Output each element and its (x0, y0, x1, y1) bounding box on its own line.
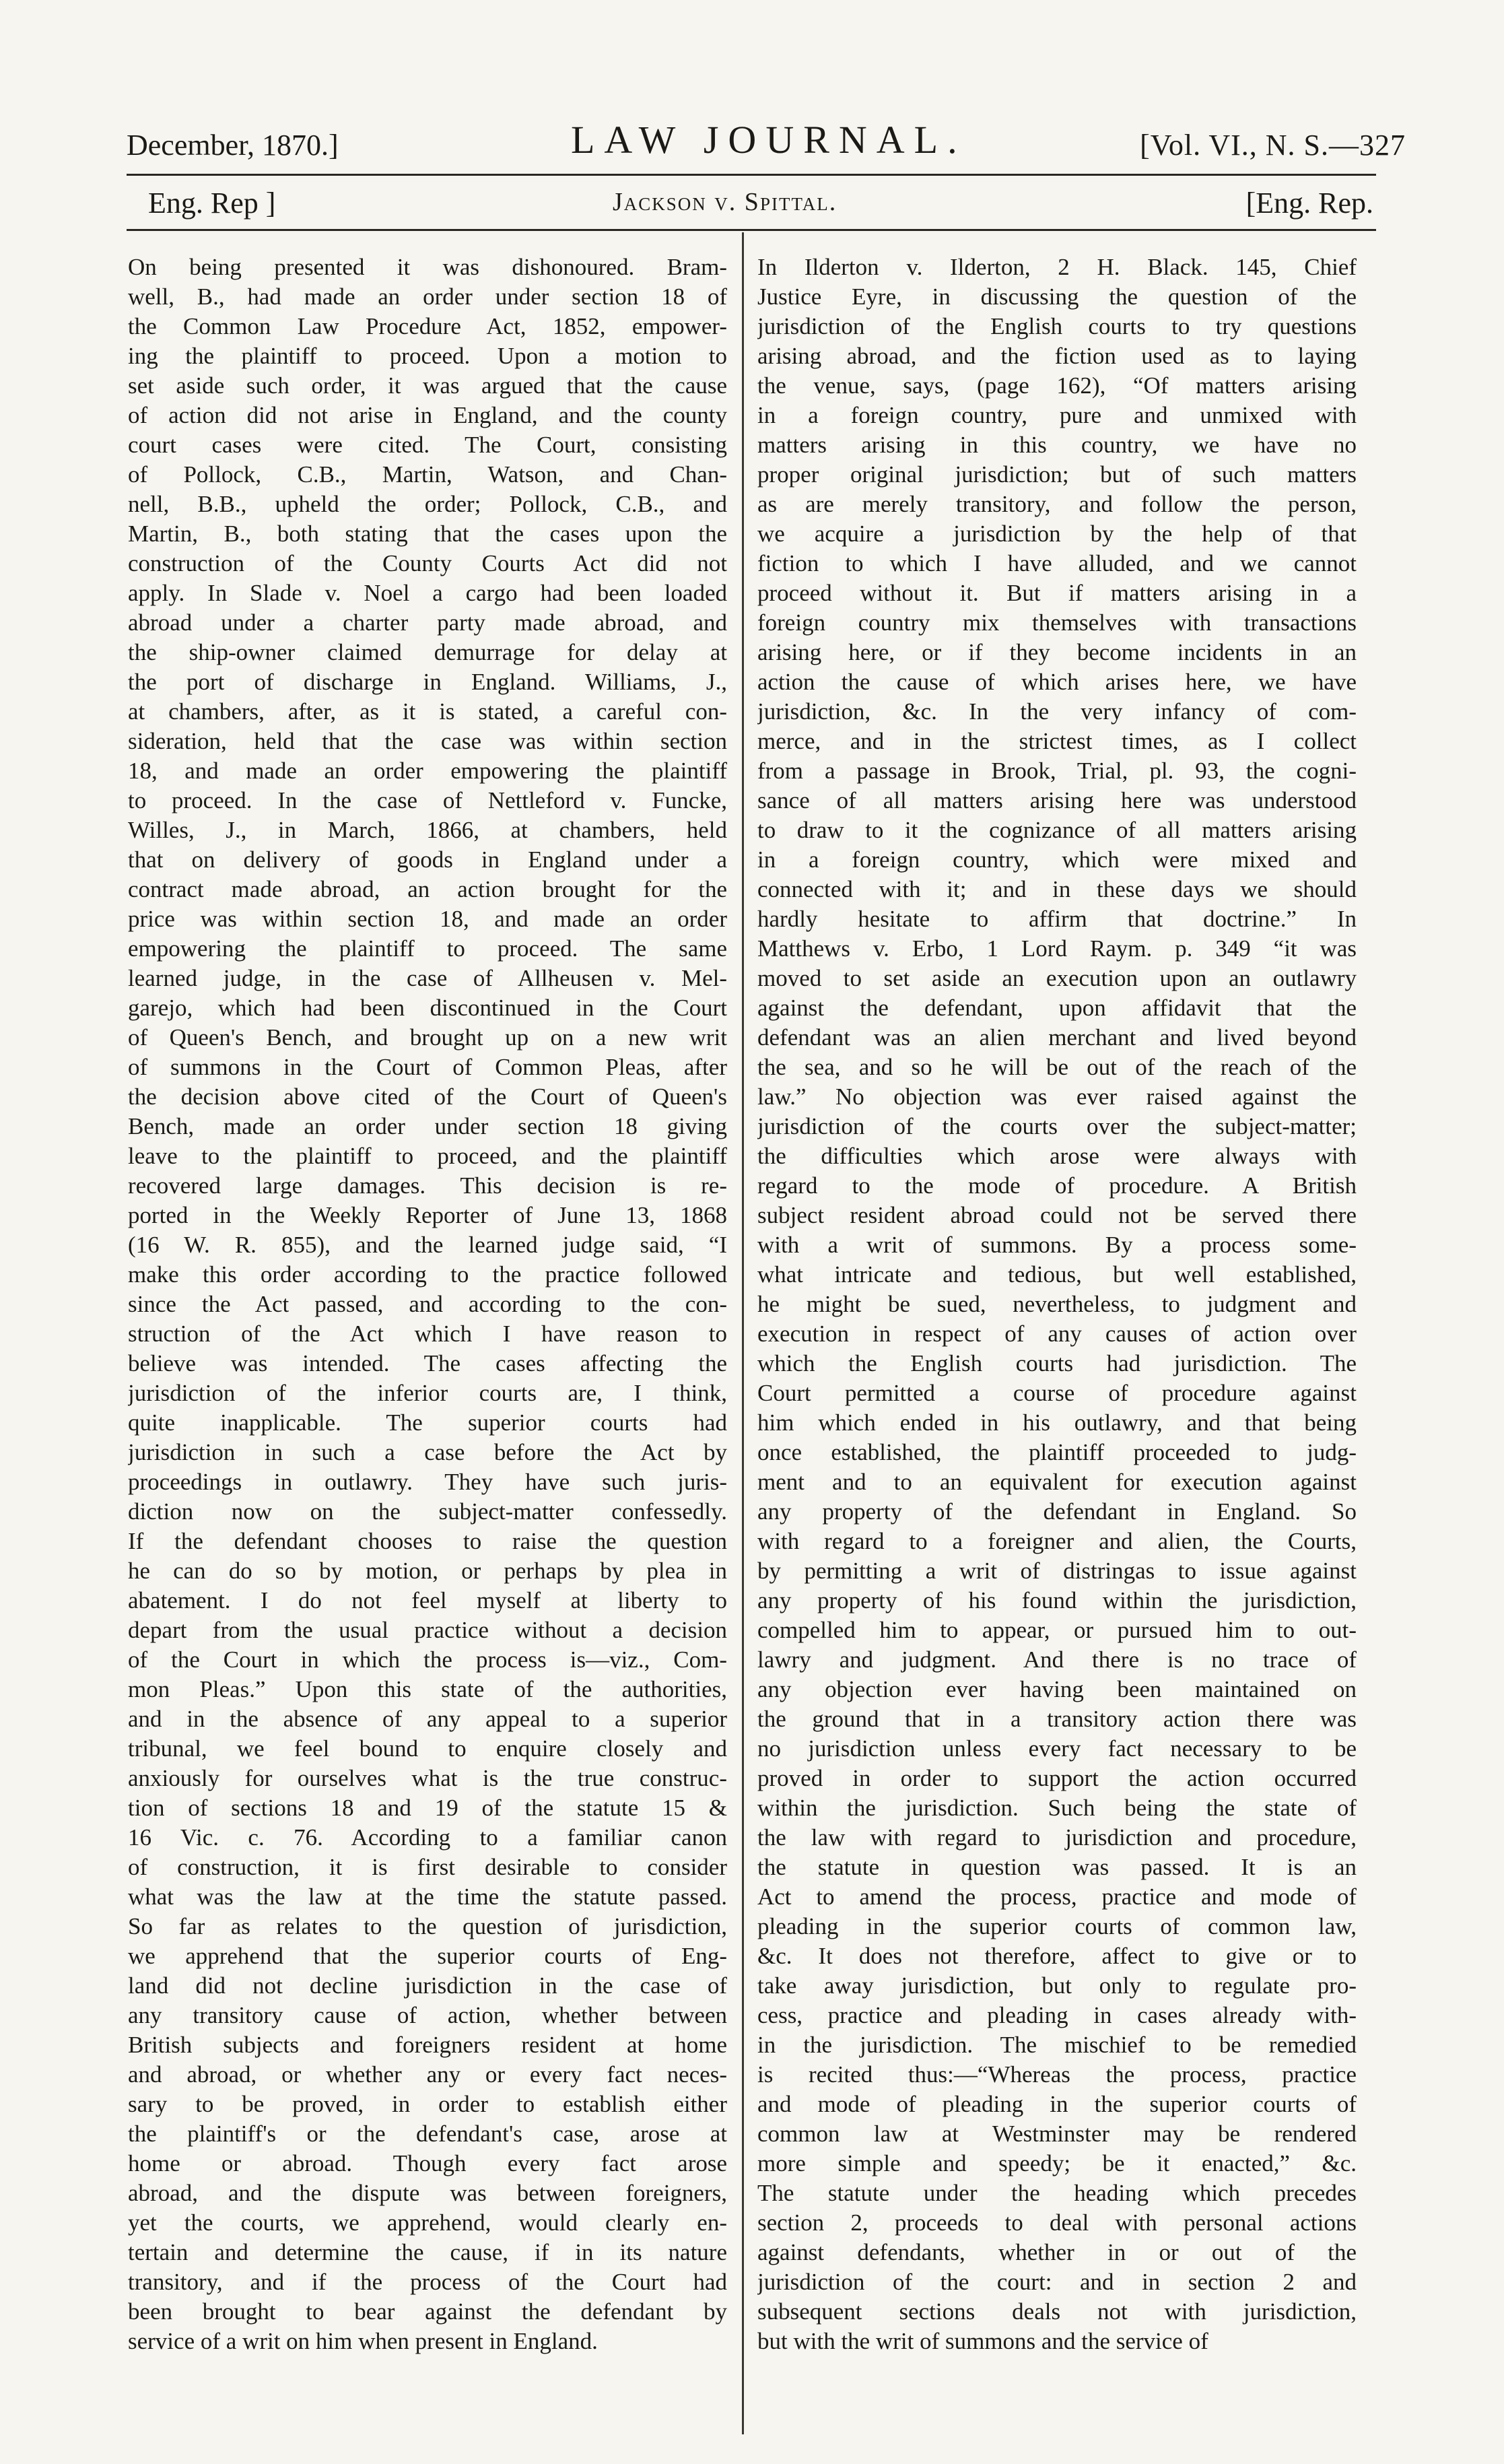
volume-page-number: [Vol. VI., N. S.—327 (1140, 129, 1406, 162)
text-line: the ship-owner claimed demurrage for delay at (128, 639, 727, 665)
text-line: jurisdiction, &c. In the very infancy of com- (757, 698, 1357, 725)
text-line: that on delivery of goods in England under a (128, 846, 727, 873)
text-line: home or abroad. Though every fact arose (128, 2150, 727, 2176)
text-line: any property of the defendant in England. So (757, 1498, 1357, 1525)
text-line: transitory, and if the process of the Court had (128, 2269, 727, 2295)
text-line: jurisdiction in such a case before the Act by (128, 1439, 727, 1465)
subheader-rule (127, 229, 1376, 231)
text-line: compelled him to appear, or pursued him to out- (757, 1617, 1357, 1643)
text-line: action the cause of which arises here, we have (757, 669, 1357, 695)
text-line: arising abroad, and the fiction used as to laying (757, 343, 1357, 369)
text-line: sary to be proved, in order to establish either (128, 2091, 727, 2117)
text-line: quite inapplicable. The superior courts had (128, 1409, 727, 1436)
text-line: diction now on the subject-matter confessedly. (128, 1498, 727, 1525)
text-line: make this order according to the practice followed (128, 1261, 727, 1288)
text-line: price was within section 18, and made an order (128, 906, 727, 932)
text-line: of Queen's Bench, and brought up on a new writ (128, 1024, 727, 1051)
text-line: execution in respect of any causes of action over (757, 1321, 1357, 1347)
text-line: within the jurisdiction. Such being the state of (757, 1795, 1357, 1821)
text-line: of Pollock, C.B., Martin, Watson, and Chan- (128, 461, 727, 488)
running-header (127, 114, 1406, 168)
text-line: any property of his found within the jurisdiction, (757, 1587, 1357, 1613)
text-line: been brought to bear against the defendant by (128, 2298, 727, 2325)
text-line: service of a writ on him when present in England. (128, 2328, 598, 2354)
text-line: struction of the Act which I have reason to (128, 1321, 727, 1347)
text-line: ing the plaintiff to proceed. Upon a motion to (128, 343, 727, 369)
text-line: once established, the plaintiff proceeded to judg- (757, 1439, 1357, 1465)
text-line: but with the writ of summons and the service of (757, 2328, 1208, 2354)
text-line: Court permitted a course of procedure against (757, 1380, 1357, 1406)
text-line: at chambers, after, as it is stated, a careful con- (128, 698, 727, 725)
text-line: The statute under the heading which precedes (757, 2180, 1357, 2206)
text-line: which the English courts had jurisdiction. The (757, 1350, 1357, 1376)
text-line: believe was intended. The cases affecting the (128, 1350, 727, 1376)
text-line: and in the absence of any appeal to a superior (128, 1706, 727, 1732)
text-line: sance of all matters arising here was understood (757, 787, 1357, 813)
text-line: tribunal, we feel bound to enquire closely and (128, 1735, 727, 1762)
text-line: Martin, B., both stating that the cases upon the (128, 521, 727, 547)
text-line: any transitory cause of action, whether between (128, 2002, 727, 2028)
text-line: him which ended in his outlawry, and that being (757, 1409, 1357, 1436)
text-line: well, B., had made an order under section 18 of (128, 284, 727, 310)
text-line: depart from the usual practice without a decision (128, 1617, 727, 1643)
text-line: jurisdiction of the courts over the subject-matter; (757, 1113, 1357, 1139)
text-line: we acquire a jurisdiction by the help of that (757, 521, 1357, 547)
text-line: no jurisdiction unless every fact necessary to be (757, 1735, 1357, 1762)
text-line: tion of sections 18 and 19 of the statute 15 & (128, 1795, 727, 1821)
text-line: the ground that in a transitory action there was (757, 1706, 1357, 1732)
text-line: take away jurisdiction, but only to regulate pro- (757, 1972, 1357, 1999)
text-line: the Common Law Procedure Act, 1852, empower- (128, 313, 727, 339)
text-line: the decision above cited of the Court of Queen's (128, 1084, 727, 1110)
text-line: he can do so by motion, or perhaps by plea in (128, 1558, 727, 1584)
text-line: to proceed. In the case of Nettleford v. Funcke, (128, 787, 727, 813)
text-line: recovered large damages. This decision is re- (128, 1172, 727, 1199)
text-line: subsequent sections deals not with jurisdiction, (757, 2298, 1357, 2325)
text-line: If the defendant chooses to raise the question (128, 1528, 727, 1554)
text-line: fiction to which I have alluded, and we cannot (757, 550, 1357, 576)
text-line: connected with it; and in these days we should (757, 876, 1357, 902)
text-line: common law at Westminster may be rendered (757, 2121, 1357, 2147)
text-line: law.” No objection was ever raised against the (757, 1084, 1357, 1110)
text-line: of construction, it is first desirable to consider (128, 1854, 727, 1880)
text-line: jurisdiction of the court: and in section 2 and (757, 2269, 1357, 2295)
text-line: set aside such order, it was argued that the cause (128, 372, 727, 399)
text-line: construction of the County Courts Act did not (128, 550, 727, 576)
text-line: proceed without it. But if matters arising in a (757, 580, 1357, 606)
text-line: the sea, and so he will be out of the reach of the (757, 1054, 1357, 1080)
text-line: jurisdiction of the English courts to try questions (757, 313, 1357, 339)
text-line: mon Pleas.” Upon this state of the authorities, (128, 1676, 727, 1702)
text-line: the plaintiff's or the defendant's case, arose at (128, 2121, 727, 2147)
text-line: the port of discharge in England. Williams, J., (128, 669, 727, 695)
text-line: learned judge, in the case of Allheusen v. Mel- (128, 965, 727, 991)
text-line: ment and to an equivalent for execution against (757, 1469, 1357, 1495)
text-line: yet the courts, we apprehend, would clearly en- (128, 2209, 727, 2236)
text-line: we apprehend that the superior courts of Eng- (128, 1943, 727, 1969)
text-line: 18, and made an order empowering the plaintiff (128, 758, 727, 784)
text-line: sideration, held that the case was within section (128, 728, 727, 754)
text-line: against defendants, whether in or out of the (757, 2239, 1357, 2265)
text-line: moved to set aside an execution upon an outlawry (757, 965, 1357, 991)
text-line: of summons in the Court of Common Pleas, after (128, 1054, 727, 1080)
text-line: On being presented it was dishonoured. Bram- (128, 254, 727, 280)
text-line: what intricate and tedious, but well established, (757, 1261, 1357, 1288)
text-line: of action did not arise in England, and the county (128, 402, 727, 428)
text-line: more simple and speedy; be it enacted,” &c. (757, 2150, 1357, 2176)
report-label-left: Eng. Rep ] (148, 187, 276, 220)
text-line: &c. It does not therefore, affect to give or to (757, 1943, 1357, 1969)
text-line: leave to the plaintiff to proceed, and the plaintiff (128, 1143, 727, 1169)
text-line: So far as relates to the question of jurisdiction, (128, 1913, 727, 1939)
text-line: as are merely transitory, and follow the person, (757, 491, 1357, 517)
text-line: proper original jurisdiction; but of such matters (757, 461, 1357, 488)
text-line: defendant was an alien merchant and lived beyond (757, 1024, 1357, 1051)
column-divider (742, 232, 744, 2434)
text-line: empowering the plaintiff to proceed. The same (128, 935, 727, 962)
text-line: by permitting a writ of distringas to issue against (757, 1558, 1357, 1584)
text-line: British subjects and foreigners resident at home (128, 2032, 727, 2058)
text-line: Willes, J., in March, 1866, at chambers, held (128, 817, 727, 843)
text-line: pleading in the superior courts of common law, (757, 1913, 1357, 1939)
right-column (757, 253, 1357, 2434)
text-line: contract made abroad, an action brought for the (128, 876, 727, 902)
text-line: ported in the Weekly Reporter of June 13, 1868 (128, 1202, 727, 1228)
text-line: cess, practice and pleading in cases already with- (757, 2002, 1357, 2028)
text-line: foreign country mix themselves with transactions (757, 609, 1357, 636)
text-line: Justice Eyre, in discussing the question of the (757, 284, 1357, 310)
text-line: the difficulties which arose were always with (757, 1143, 1357, 1169)
text-line: abroad, and the dispute was between foreigners, (128, 2180, 727, 2206)
text-line: proceedings in outlawry. They have such juris- (128, 1469, 727, 1495)
text-line: (16 W. R. 855), and the learned judge said, “I (128, 1232, 727, 1258)
journal-title: LAW JOURNAL. (571, 118, 967, 162)
text-line: land did not decline jurisdiction in the case of (128, 1972, 727, 1999)
text-line: court cases were cited. The Court, consisting (128, 432, 727, 458)
text-line: garejo, which had been discontinued in the Court (128, 995, 727, 1021)
text-line: tertain and determine the cause, if in its nature (128, 2239, 727, 2265)
text-line: to draw to it the cognizance of all matters arising (757, 817, 1357, 843)
text-line: merce, and in the strictest times, as I collect (757, 728, 1357, 754)
text-line: from a passage in Brook, Trial, pl. 93, the cogni- (757, 758, 1357, 784)
text-line: In Ilderton v. Ilderton, 2 H. Black. 145, Chief (757, 254, 1357, 280)
text-line: and abroad, or whether any or every fact neces- (128, 2061, 727, 2088)
text-line: regard to the mode of procedure. A British (757, 1172, 1357, 1199)
text-line: and mode of pleading in the superior courts of (757, 2091, 1357, 2117)
header-rule (127, 174, 1376, 176)
text-line: of the Court in which the process is—viz., Com- (128, 1646, 727, 1673)
issue-date: December, 1870.] (127, 129, 339, 162)
case-title: Jackson v. Spittal. (613, 188, 838, 216)
text-line: lawry and judgment. And there is no trace of (757, 1646, 1357, 1673)
report-label-right: [Eng. Rep. (1245, 187, 1373, 220)
text-line: the statute in question was passed. It is an (757, 1854, 1357, 1880)
case-subheader (148, 182, 1373, 222)
text-line: the venue, says, (page 162), “Of matters arising (757, 372, 1357, 399)
text-line: in the jurisdiction. The mischief to be remedied (757, 2032, 1357, 2058)
text-line: anxiously for ourselves what is the true construc- (128, 1765, 727, 1791)
text-line: 16 Vic. c. 76. According to a familiar canon (128, 1824, 727, 1851)
text-line: with a writ of summons. By a process some- (757, 1232, 1357, 1258)
text-line: any objection ever having been maintained on (757, 1676, 1357, 1702)
text-line: with regard to a foreigner and alien, the Courts, (757, 1528, 1357, 1554)
text-line: since the Act passed, and according to the con- (128, 1291, 727, 1317)
text-line: Bench, made an order under section 18 giving (128, 1113, 727, 1139)
text-line: in a foreign country, which were mixed and (757, 846, 1357, 873)
text-line: subject resident abroad could not be served there (757, 1202, 1357, 1228)
text-line: the law with regard to jurisdiction and procedure, (757, 1824, 1357, 1851)
text-line: section 2, proceeds to deal with personal actions (757, 2209, 1357, 2236)
text-line: what was the law at the time the statute passed. (128, 1884, 727, 1910)
text-line: abroad under a charter party made abroad, and (128, 609, 727, 636)
text-line: matters arising in this country, we have no (757, 432, 1357, 458)
text-line: proved in order to support the action occurred (757, 1765, 1357, 1791)
text-line: apply. In Slade v. Noel a cargo had been loaded (128, 580, 727, 606)
text-line: against the defendant, upon affidavit that the (757, 995, 1357, 1021)
text-line: in a foreign country, pure and unmixed with (757, 402, 1357, 428)
left-column (128, 253, 727, 2434)
text-line: Act to amend the process, practice and mode of (757, 1884, 1357, 1910)
text-line: hardly hesitate to affirm that doctrine.” In (757, 906, 1357, 932)
text-line: jurisdiction of the inferior courts are, I think, (128, 1380, 727, 1406)
text-line: Matthews v. Erbo, 1 Lord Raym. p. 349 “it was (757, 935, 1357, 962)
text-line: nell, B.B., upheld the order; Pollock, C.B., and (128, 491, 727, 517)
text-line: arising here, or if they become incidents in an (757, 639, 1357, 665)
text-line: abatement. I do not feel myself at liberty to (128, 1587, 727, 1613)
text-line: he might be sued, nevertheless, to judgment and (757, 1291, 1357, 1317)
text-line: is recited thus:—“Whereas the process, practice (757, 2061, 1357, 2088)
